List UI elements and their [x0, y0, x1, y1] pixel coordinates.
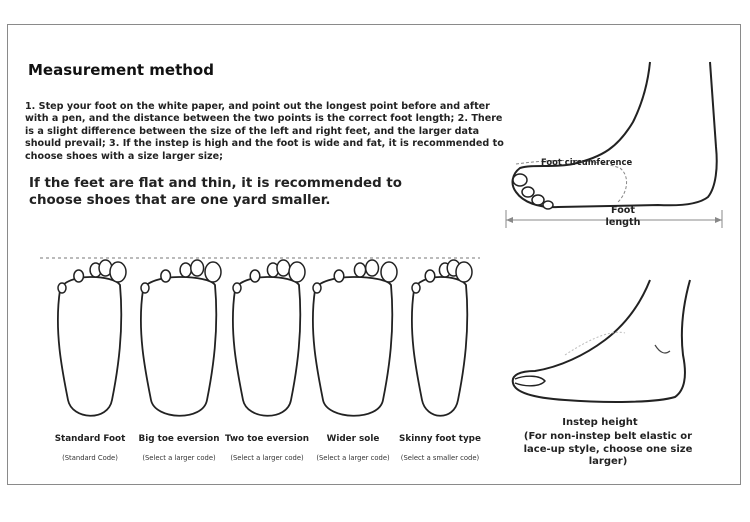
foot-type-code: (Select a smaller code) [400, 454, 480, 462]
instep-height-note: (For non-instep belt elastic or lace-up style, choose one size larger) [523, 431, 693, 468]
foot-type-code: (Select a larger code) [142, 454, 216, 462]
foot-outline-3 [233, 260, 305, 416]
foot-type-code: (Standard Code) [62, 454, 118, 462]
instep-foot-diagram [505, 275, 700, 410]
foot-type-code: (Select a larger code) [230, 454, 304, 462]
flat-feet-note: If the feet are flat and thin, it is recommended to choose shoes that are one yard smaller. [29, 176, 402, 208]
foot-outline-5 [412, 260, 472, 416]
page-title: Measurement method [28, 61, 214, 79]
foot-outline-2 [141, 260, 221, 416]
foot-type-name: Skinny foot type [399, 434, 481, 444]
measurement-steps: 1. Step your foot on the white paper, and point out the longest point before and after with a pen, and the distance between the two points is the correct foot length; 2. There is a slight difference between the size of the left and right feet, and the larger data should prevail; 3. If the instep is high and the foot is wide and fat, it is recommended to choose shoes with a size larger size; [25, 101, 504, 162]
foot-length-label: Foot length [605, 205, 641, 228]
foot-type-code: (Select a larger code) [316, 454, 390, 462]
foot-circumference-label: Foot circumference [541, 157, 633, 167]
instep-height-title: Instep height [562, 417, 638, 428]
foot-type-name: Big toe eversion [138, 434, 220, 444]
foot-outline-4 [313, 260, 397, 416]
foot-type-name: Two toe eversion [224, 434, 310, 444]
foot-type-name: Standard Foot [54, 434, 126, 444]
foot-outline-1 [58, 260, 126, 416]
foot-type-name: Wider sole [326, 434, 380, 444]
foot-types-illustration [40, 250, 490, 430]
